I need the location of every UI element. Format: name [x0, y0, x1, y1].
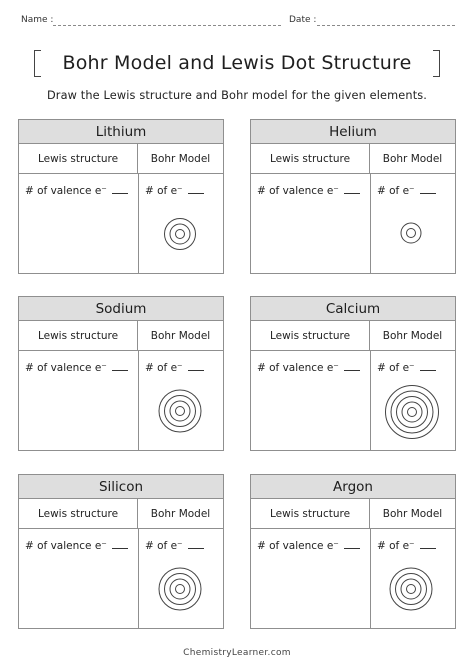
valence-label: # of valence e⁻: [25, 185, 107, 197]
bohr-model-diagram: [383, 383, 441, 441]
element-name: Helium: [251, 120, 455, 144]
answer-blank[interactable]: [112, 185, 128, 194]
answer-blank[interactable]: [344, 540, 360, 549]
electron-count-prompt[interactable]: [377, 185, 436, 197]
valence-label: # of valence e⁻: [257, 185, 339, 197]
electron-count-prompt[interactable]: [145, 185, 204, 197]
element-card-helium: [250, 119, 456, 274]
electron-shell-2: [165, 396, 196, 427]
electron-label: # of e⁻: [377, 185, 415, 197]
lewis-structure-header: Lewis structure: [19, 144, 138, 174]
electron-label: # of e⁻: [377, 362, 415, 374]
element-card-calcium: [250, 296, 456, 451]
valence-prompt[interactable]: [257, 185, 360, 197]
valence-label: # of valence e⁻: [257, 540, 339, 552]
valence-prompt[interactable]: [25, 185, 128, 197]
column-divider: [138, 174, 139, 273]
valence-prompt[interactable]: [257, 540, 360, 552]
lewis-structure-header: Lewis structure: [251, 499, 370, 529]
page-title: Bohr Model and Lewis Dot Structure: [62, 52, 412, 74]
answer-blank[interactable]: [188, 185, 204, 194]
electron-count-prompt[interactable]: [145, 540, 204, 552]
electron-count-prompt[interactable]: [377, 540, 436, 552]
nucleus-circle: [176, 407, 185, 416]
name-label: Name :: [21, 15, 54, 25]
electron-label: # of e⁻: [145, 362, 183, 374]
electron-label: # of e⁻: [145, 185, 183, 197]
answer-blank[interactable]: [188, 540, 204, 549]
element-card-lithium: [18, 119, 224, 274]
element-name: Lithium: [19, 120, 223, 144]
valence-label: # of valence e⁻: [257, 362, 339, 374]
column-divider: [138, 529, 139, 628]
column-divider: [370, 174, 371, 273]
element-name: Argon: [251, 475, 455, 499]
electron-shell-1: [170, 579, 190, 599]
date-blank-line[interactable]: [317, 25, 455, 26]
electron-label: # of e⁻: [145, 540, 183, 552]
nucleus-circle: [176, 585, 185, 594]
column-divider: [370, 529, 371, 628]
bohr-model-header: Bohr Model: [138, 144, 223, 174]
answer-blank[interactable]: [344, 362, 360, 371]
valence-prompt[interactable]: [257, 362, 360, 374]
answer-blank[interactable]: [420, 185, 436, 194]
electron-shell-3: [159, 390, 201, 432]
element-card-argon: [250, 474, 456, 629]
column-divider: [370, 351, 371, 450]
element-name: Silicon: [19, 475, 223, 499]
electron-shell-4: [386, 386, 439, 439]
bohr-model-header: Bohr Model: [138, 499, 223, 529]
lewis-structure-header: Lewis structure: [251, 144, 370, 174]
electron-label: # of e⁻: [377, 540, 415, 552]
electron-shell-1: [401, 579, 421, 599]
nucleus-circle: [176, 230, 185, 239]
answer-blank[interactable]: [188, 362, 204, 371]
nucleus-circle: [408, 408, 417, 417]
electron-shell-2: [165, 219, 196, 250]
bohr-model-diagram: [396, 218, 426, 248]
element-name: Sodium: [19, 297, 223, 321]
electron-shell-3: [390, 568, 432, 610]
lewis-structure-header: Lewis structure: [19, 499, 138, 529]
name-blank-line[interactable]: [53, 25, 281, 26]
electron-shell-2: [165, 574, 196, 605]
electron-shell-3: [391, 391, 433, 433]
answer-blank[interactable]: [420, 540, 436, 549]
footer-credit: ChemistryLearner.com: [183, 648, 291, 658]
element-name: Calcium: [251, 297, 455, 321]
column-divider: [138, 351, 139, 450]
bohr-model-header: Bohr Model: [138, 321, 223, 351]
bohr-model-header: Bohr Model: [370, 499, 455, 529]
electron-shell-2: [397, 397, 428, 428]
title-block: [34, 49, 440, 79]
title-right-bracket: [433, 50, 440, 77]
answer-blank[interactable]: [420, 362, 436, 371]
lewis-structure-header: Lewis structure: [251, 321, 370, 351]
valence-label: # of valence e⁻: [25, 540, 107, 552]
nucleus-circle: [407, 585, 416, 594]
bohr-model-diagram: [387, 565, 435, 613]
electron-shell-2: [396, 574, 427, 605]
element-card-sodium: [18, 296, 224, 451]
electron-shell-1: [170, 224, 190, 244]
bohr-model-header: Bohr Model: [370, 144, 455, 174]
title-left-bracket: [34, 50, 41, 77]
answer-blank[interactable]: [112, 540, 128, 549]
valence-prompt[interactable]: [25, 540, 128, 552]
valence-label: # of valence e⁻: [25, 362, 107, 374]
bohr-model-diagram: [156, 565, 204, 613]
electron-shell-1: [401, 223, 421, 243]
bohr-model-header: Bohr Model: [370, 321, 455, 351]
instructions: Draw the Lewis structure and Bohr model for the given elements.: [46, 89, 428, 102]
bohr-model-diagram: [156, 387, 204, 435]
valence-prompt[interactable]: [25, 362, 128, 374]
nucleus-circle: [407, 229, 416, 238]
electron-shell-1: [170, 401, 190, 421]
element-card-silicon: [18, 474, 224, 629]
electron-shell-1: [402, 402, 422, 422]
electron-shell-3: [159, 568, 201, 610]
lewis-structure-header: Lewis structure: [19, 321, 138, 351]
bohr-model-diagram: [160, 214, 200, 254]
answer-blank[interactable]: [344, 185, 360, 194]
date-label: Date :: [289, 15, 317, 25]
electron-count-prompt[interactable]: [377, 362, 436, 374]
electron-count-prompt[interactable]: [145, 362, 204, 374]
answer-blank[interactable]: [112, 362, 128, 371]
